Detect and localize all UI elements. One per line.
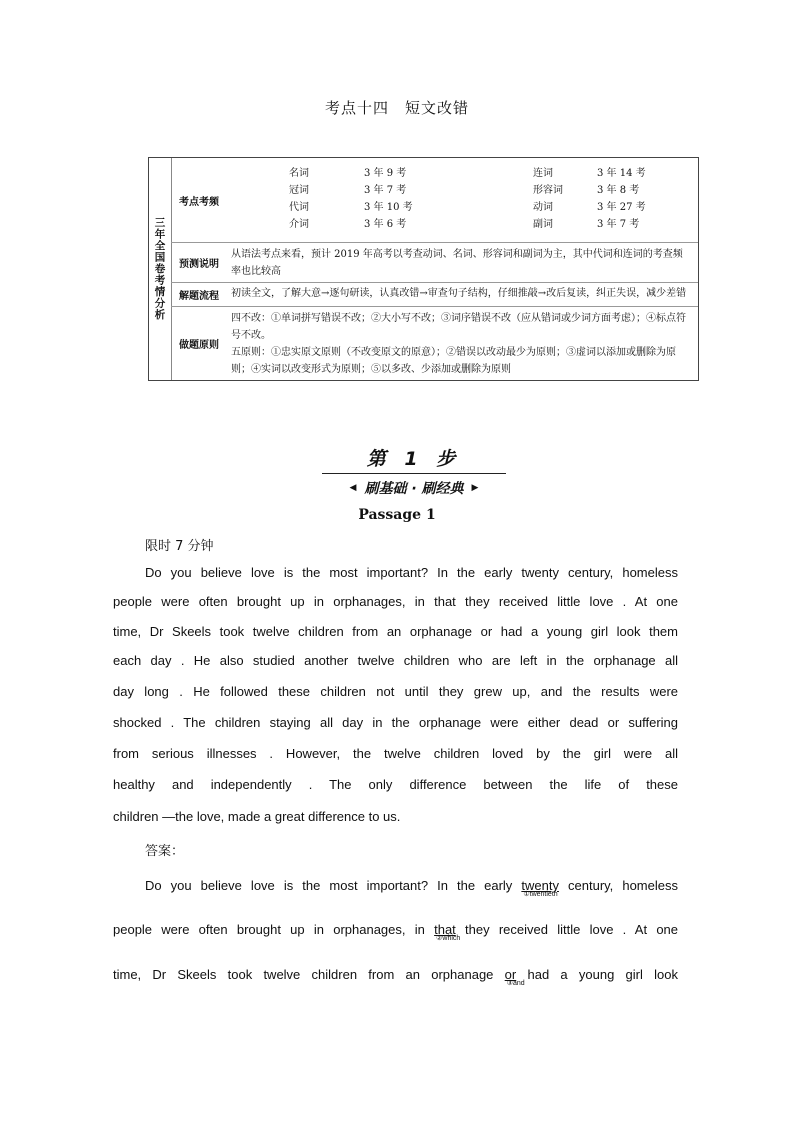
- correction-mark: or ③and: [504, 967, 525, 987]
- passage-title: Passage 1: [358, 507, 436, 523]
- row-label-prediction: 预测说明: [179, 258, 219, 270]
- table-side-label: 三年全国卷考情分析: [149, 158, 172, 380]
- freq-item-count: 3 年 8 考: [597, 185, 640, 196]
- row-label-principles: 做题原则: [179, 339, 219, 351]
- passage-line: Do you believe love is the most important? In the early twenty century, homeless: [145, 565, 678, 580]
- freq-item-name: 冠词: [289, 185, 309, 196]
- freq-item-count: 3 年 10 考: [364, 202, 413, 213]
- answer-line: time, Dr Skeels took twelve children from an orphanage or ③and had a young girl look: [113, 967, 678, 987]
- passage-line: people were often brought up in orphanages, in that they received little love . At one: [113, 594, 678, 609]
- passage-line: time, Dr Skeels took twelve children from an orphanage or had a young girl look them: [113, 624, 678, 639]
- step-subtitle: 刷基础 · 刷经典: [364, 481, 464, 497]
- correction-mark: twenty ①twentieth: [521, 878, 559, 898]
- answer-line: people were often brought up in orphanages, in that ②which they received little love . At one: [113, 922, 679, 942]
- step-header: [322, 444, 506, 498]
- passage-line: each day . He also studied another twelve children who are left in the orphanage all: [113, 653, 678, 668]
- freq-item-count: 3 年 9 考: [364, 168, 407, 179]
- freq-item-count: 3 年 7 考: [364, 185, 407, 196]
- prediction-text: 从语法考点来看，预计 2019 年高考以考查动词、名词、形容词和副词为主，其中代词和连词的考查频率也比较高: [231, 249, 683, 277]
- freq-item-count: 3 年 7 考: [597, 219, 640, 230]
- step-subtitle-row: [322, 478, 506, 498]
- freq-item-name: 副词: [533, 219, 553, 230]
- passage-line: day long . He followed these children not until they grew up, and the results were: [113, 684, 678, 699]
- passage-line: children —the love, made a great difference to us.: [113, 809, 401, 824]
- analysis-table: [148, 157, 699, 381]
- freq-item-name: 代词: [289, 202, 309, 213]
- row-divider: [171, 306, 698, 307]
- frequency-grid: [227, 164, 698, 240]
- answer-line: Do you believe love is the most important? In the early twenty ①twentieth century, homeless: [145, 878, 678, 898]
- correction-mark: that ②which: [434, 922, 461, 942]
- row-divider: [171, 282, 698, 283]
- triangle-left-icon: ◀: [349, 483, 357, 493]
- freq-item-name: 动词: [533, 202, 553, 213]
- freq-item-name: 名词: [289, 168, 309, 179]
- freq-item-count: 3 年 14 考: [597, 168, 646, 179]
- row-label-process: 解题流程: [179, 290, 219, 302]
- freq-item-count: 3 年 27 考: [597, 202, 646, 213]
- passage-line: from serious illnesses . However, the twelve children loved by the girl were all: [113, 746, 678, 761]
- answer-label: 答案：: [145, 844, 185, 859]
- freq-item-name: 形容词: [533, 185, 563, 196]
- principles-text-2: 五原则：①忠实原文原则（不改变原文的原意）；②错误以改动最少为原则；③虚词以添加或删除为原则；④实词以改变形式为原则；⑤以多改、少添加或删除为原则: [231, 347, 676, 375]
- principles-text-1: 四不改：①单词拼写错误不改；②大小写不改；③词序错误不改（应从错词或少词方面考虑）；④标点符号不改。: [231, 313, 686, 341]
- page-title: 考点十四 短文改错: [324, 99, 469, 117]
- step-title: 第 1 步: [366, 448, 462, 470]
- step-divider: [322, 473, 506, 474]
- time-limit: 限时 7 分钟: [145, 539, 214, 554]
- row-label-frequency: 考点考频: [179, 196, 219, 208]
- passage-line: healthy and independently . The only difference between the life of these: [113, 777, 678, 792]
- triangle-right-icon: ▶: [471, 483, 479, 493]
- freq-item-name: 介词: [289, 219, 309, 230]
- freq-item-count: 3 年 6 考: [364, 219, 407, 230]
- freq-item-name: 连词: [533, 168, 553, 179]
- row-divider: [171, 242, 698, 243]
- passage-line: shocked . The children staying all day in the orphanage were either dead or suffering: [113, 715, 678, 730]
- process-text: 初读全文，了解大意→逐句研读，认真改错→审查句子结构，仔细推敲→改后复读，纠正失误，减少差错: [231, 288, 687, 299]
